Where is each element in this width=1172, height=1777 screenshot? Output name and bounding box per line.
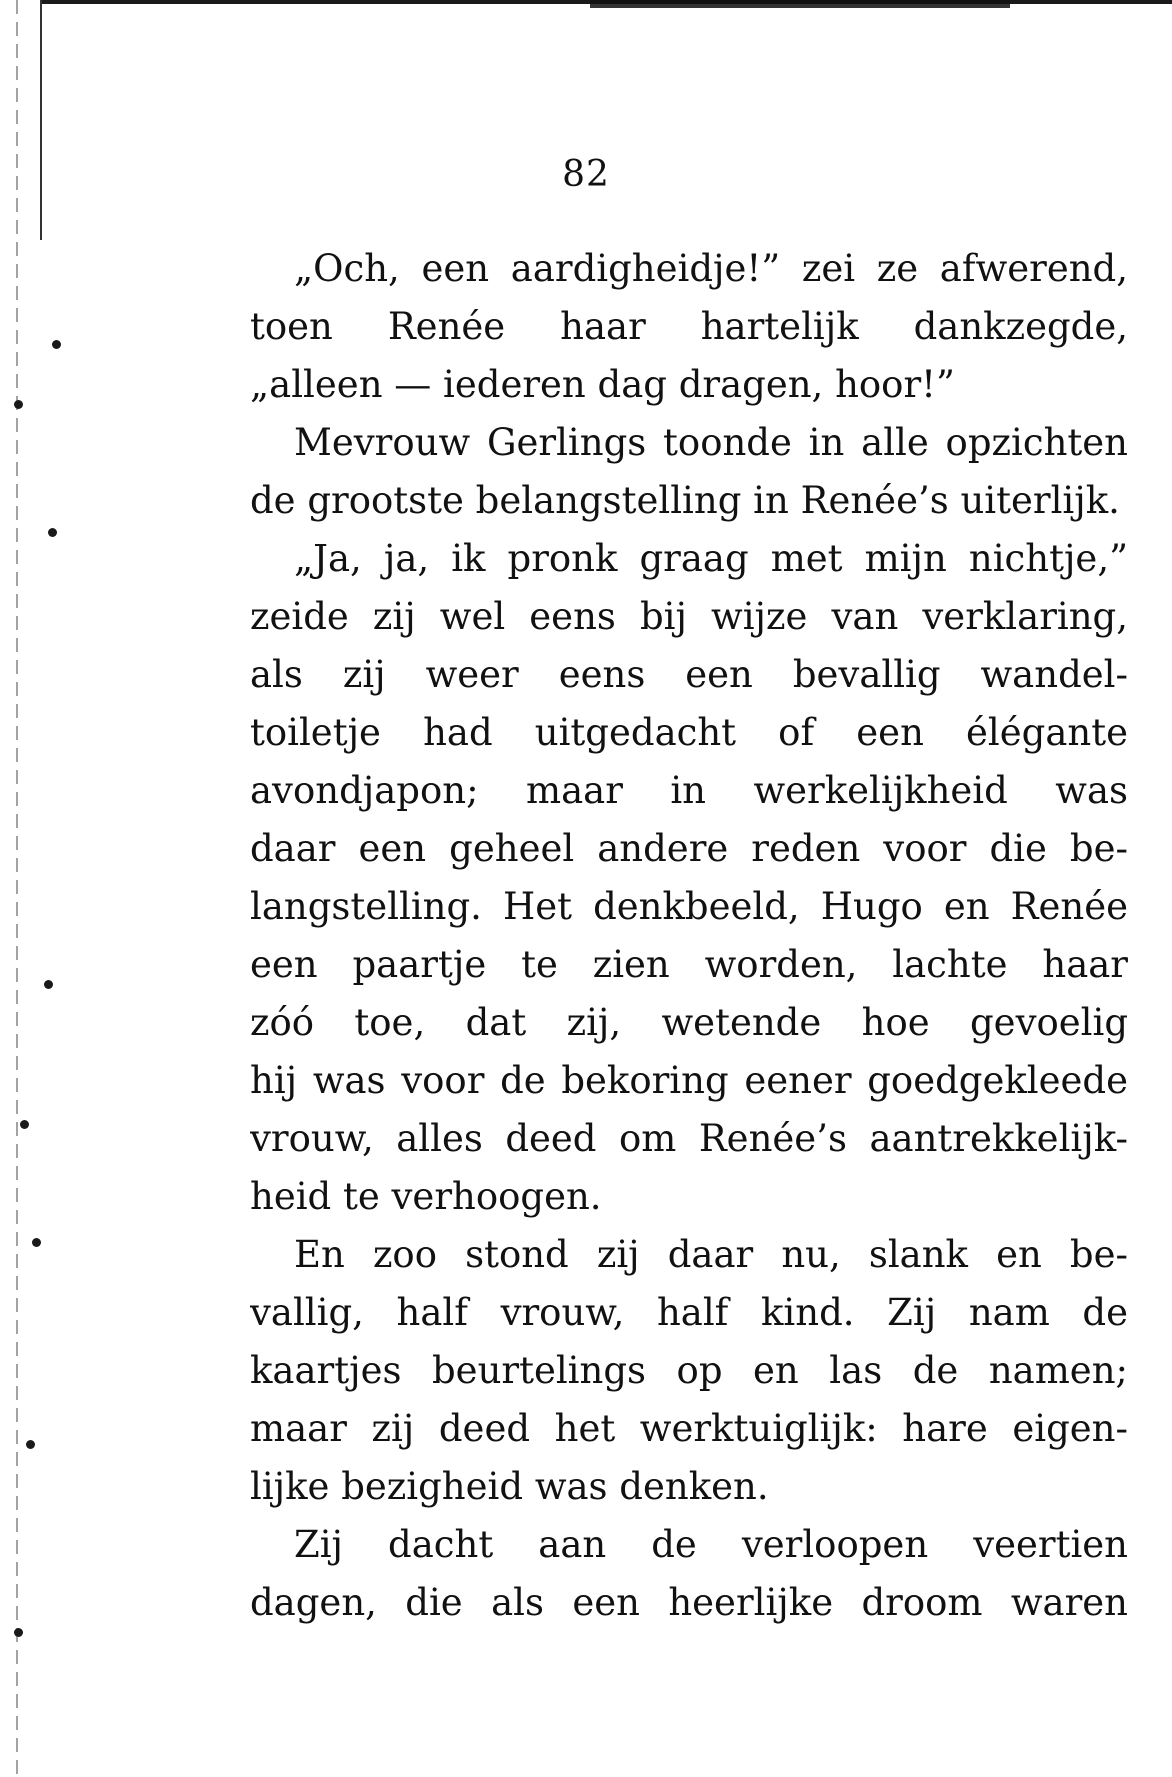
text-line: maar zij deed het werktuiglijk: hare eigen- [250, 1407, 1128, 1450]
text-line: Mevrouw Gerlings toonde in alle opzichten [294, 421, 1128, 464]
text-line: heid te verhoogen. [250, 1175, 602, 1218]
top-edge-shadow [590, 0, 1010, 8]
binding-mark [32, 1238, 41, 1247]
text-line: als zij weer eens een bevallig wandel- [250, 653, 1128, 696]
text-line: toiletje had uitgedacht of een élégante [250, 711, 1128, 754]
text-line: de grootste belangstelling in Renée’s uiterlijk. [250, 479, 1120, 522]
text-line: „Ja, ja, ik pronk graag met mijn nichtje,” [294, 537, 1128, 580]
text-line: zeide zij wel eens bij wijze van verklaring, [250, 595, 1128, 638]
text-line: een paartje te zien worden, lachte haar [250, 943, 1128, 986]
text-line: daar een geheel andere reden voor die be- [250, 827, 1128, 870]
text-line: zóó toe, dat zij, wetende hoe gevoelig [250, 1001, 1128, 1044]
text-line: „alleen — iederen dag dragen, hoor!” [250, 363, 955, 406]
text-line: langstelling. Het denkbeeld, Hugo en Renée [250, 885, 1128, 928]
text-line: En zoo stond zij daar nu, slank en be- [294, 1233, 1128, 1276]
binding-mark [14, 400, 23, 409]
binding-line-top [40, 0, 42, 240]
binding-line [16, 0, 18, 1777]
body-text [250, 240, 1128, 1632]
text-line: dagen, die als een heerlijke droom waren [250, 1581, 1128, 1624]
text-line: avondjapon; maar in werkelijkheid was [250, 769, 1128, 812]
text-line: vrouw, alles deed om Renée’s aantrekkelijk- [250, 1117, 1128, 1160]
binding-mark [14, 1628, 23, 1637]
text-line: lijke bezigheid was denken. [250, 1465, 769, 1508]
text-line: Zij dacht aan de verloopen veertien [294, 1523, 1128, 1566]
text-line: vallig, half vrouw, half kind. Zij nam de [250, 1291, 1128, 1334]
binding-mark [52, 340, 61, 349]
binding-mark [26, 1440, 35, 1449]
text-line: toen Renée haar hartelijk dankzegde, [250, 305, 1128, 348]
binding-mark [48, 528, 57, 537]
binding-mark [44, 980, 53, 989]
binding-edge [0, 0, 74, 1777]
page-number: 82 [562, 154, 610, 195]
text-line: kaartjes beurtelings op en las de namen; [250, 1349, 1128, 1392]
binding-mark [20, 1120, 29, 1129]
text-line: „Och, een aardigheidje!” zei ze afwerend, [294, 247, 1128, 290]
text-line: hij was voor de bekoring eener goedgekleede [250, 1059, 1128, 1102]
